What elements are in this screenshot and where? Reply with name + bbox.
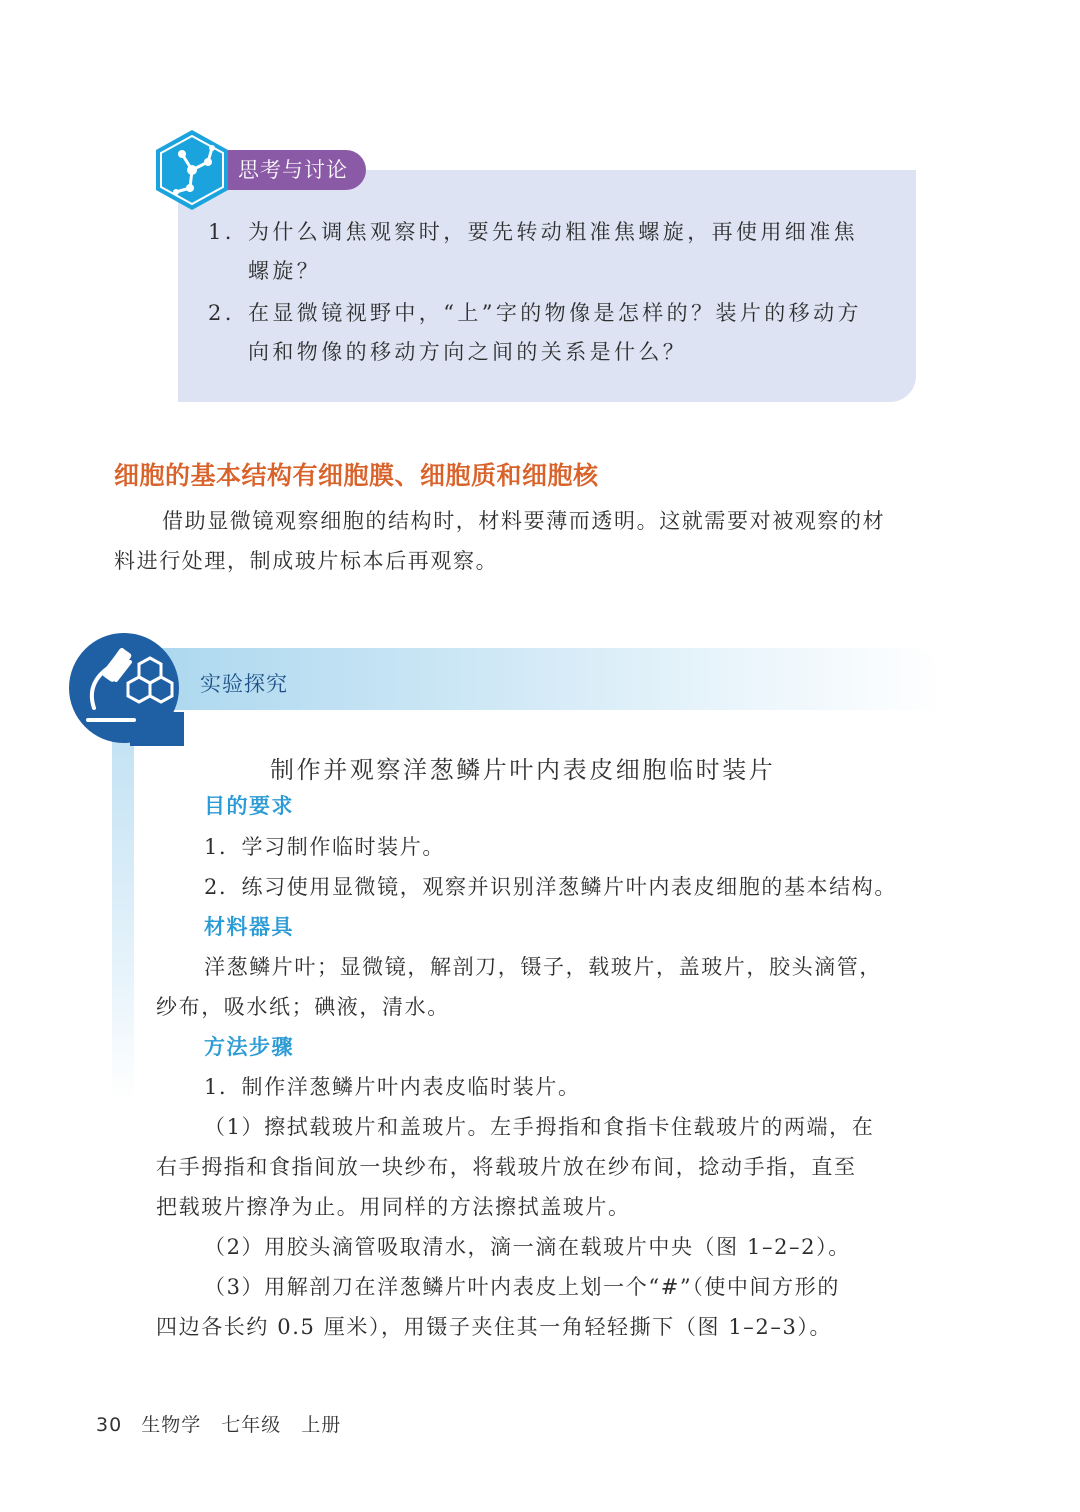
question-2-number: 2. [208, 301, 235, 325]
question-2-line-2: 向和物像的移动方向之间的关系是什么？ [248, 340, 688, 364]
section-heading: 细胞的基本结构有细胞膜、细胞质和细胞核 [114, 461, 599, 490]
discussion-tab-label: 思考与讨论 [238, 158, 348, 182]
experiment-label: 实验探究 [200, 672, 288, 696]
method-line-6: （3）用解剖刀在洋葱鳞片叶内表皮上划一个“#”（使中间方形的 [204, 1275, 840, 1299]
materials-line-2: 纱布，吸水纸；碘液，清水。 [156, 995, 450, 1019]
section-para-line-1: 借助显微镜观察细胞的结构时，材料要薄而透明。这就需要对被观察的材 [162, 509, 886, 533]
method-heading: 方法步骤 [204, 1035, 294, 1059]
method-line-4: 把载玻片擦净为止。用同样的方法擦拭盖玻片。 [156, 1195, 631, 1219]
question-1-number: 1. [208, 220, 235, 244]
materials-line-1: 洋葱鳞片叶；显微镜，解剖刀，镊子，载玻片，盖玻片，胶头滴管， [204, 955, 882, 979]
molecule-icon [152, 128, 232, 212]
method-line-1: 1．制作洋葱鳞片叶内表皮临时装片。 [204, 1075, 581, 1099]
page-footer [96, 1410, 341, 1440]
method-line-5: （2）用胶头滴管吸取清水，滴一滴在载玻片中央（图 1–2–2）。 [204, 1235, 851, 1259]
materials-heading: 材料器具 [204, 915, 294, 939]
purpose-item-1: 1．学习制作临时装片。 [204, 835, 445, 859]
book-title: 生物学 七年级 上册 [141, 1414, 342, 1436]
question-1-line-2: 螺旋？ [248, 259, 322, 283]
page-number: 30 [96, 1414, 123, 1436]
section-para-line-2: 料进行处理，制成玻片标本后再观察。 [114, 549, 499, 573]
purpose-item-2: 2．练习使用显微镜，观察并识别洋葱鳞片叶内表皮细胞的基本结构。 [204, 875, 897, 899]
experiment-title: 制作并观察洋葱鳞片叶内表皮细胞临时装片 [270, 756, 776, 784]
purpose-heading: 目的要求 [204, 794, 294, 818]
experiment-side-bar [112, 710, 134, 1100]
question-2-line-1: 在显微镜视野中，“上”字的物像是怎样的？装片的移动方 [248, 301, 862, 325]
method-line-3: 右手拇指和食指间放一块纱布，将载玻片放在纱布间，捻动手指，直至 [156, 1155, 857, 1179]
microscope-icon [64, 628, 184, 746]
question-1-line-1: 为什么调焦观察时，要先转动粗准焦螺旋，再使用细准焦 [248, 220, 858, 244]
method-line-7: 四边各长约 0.5 厘米），用镊子夹住其一角轻轻撕下（图 1–2–3）。 [156, 1315, 833, 1339]
discussion-box [178, 170, 916, 402]
method-line-2: （1）擦拭载玻片和盖玻片。左手拇指和食指卡住载玻片的两端，在 [204, 1115, 875, 1139]
